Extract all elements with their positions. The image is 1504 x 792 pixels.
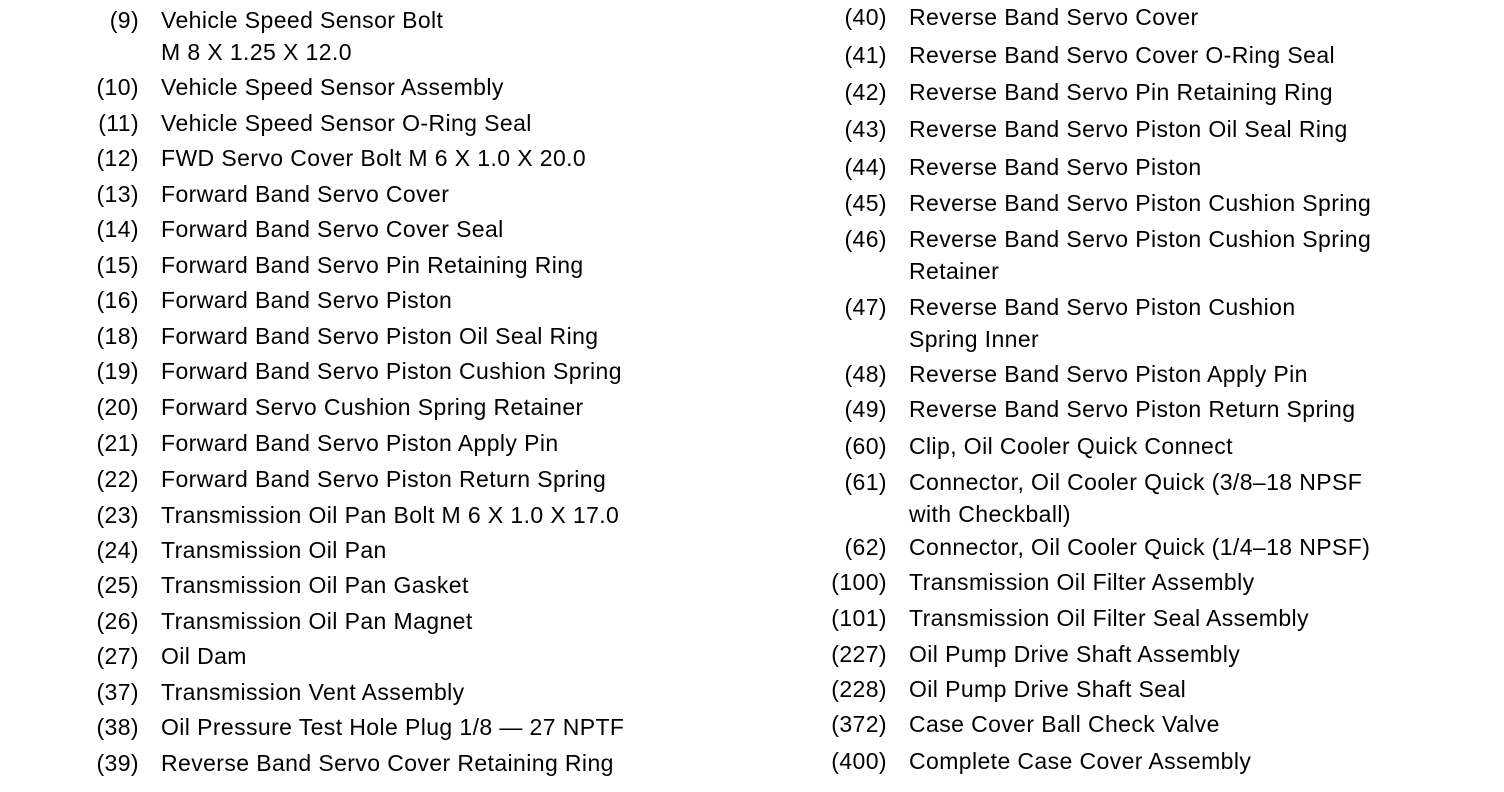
list-item xyxy=(0,142,586,174)
item-description xyxy=(161,284,452,316)
item-description xyxy=(909,531,1370,563)
list-item xyxy=(770,745,1251,777)
item-description-line: Reverse Band Servo Pin Retaining Ring xyxy=(909,79,1333,105)
item-description-line: Reverse Band Servo Piston Cushion xyxy=(909,294,1296,320)
item-number: (20) xyxy=(96,394,139,420)
item-description-line: Forward Servo Cushion Spring Retainer xyxy=(161,394,584,420)
item-description xyxy=(161,107,532,139)
list-item xyxy=(0,249,584,281)
item-number: (61) xyxy=(844,469,887,495)
list-item xyxy=(0,71,504,103)
item-description xyxy=(909,566,1255,598)
item-description xyxy=(161,605,473,637)
item-description-line: Forward Band Servo Piston xyxy=(161,287,453,313)
list-item xyxy=(770,358,1308,390)
item-description-line: M 8 X 1.25 X 12.0 xyxy=(161,39,352,65)
list-item xyxy=(770,187,1371,219)
item-description xyxy=(909,638,1240,670)
item-number: (228) xyxy=(831,676,887,702)
list-item xyxy=(770,673,1186,705)
list-item xyxy=(0,711,624,743)
item-description-line: Forward Band Servo Piston Cushion Spring xyxy=(161,358,622,384)
item-description-line: Clip, Oil Cooler Quick Connect xyxy=(909,433,1233,459)
list-item xyxy=(0,107,532,139)
item-description-line: Complete Case Cover Assembly xyxy=(909,748,1252,774)
list-item xyxy=(0,427,559,459)
item-description-line: Reverse Band Servo Cover Retaining Ring xyxy=(161,750,614,776)
list-item xyxy=(0,640,247,672)
item-description-line: Transmission Oil Pan Magnet xyxy=(161,608,473,634)
item-description-line: Oil Dam xyxy=(161,643,247,669)
list-item xyxy=(0,284,452,316)
item-description-line: Forward Band Servo Piston Oil Seal Ring xyxy=(161,323,599,349)
item-description xyxy=(161,640,247,672)
item-number: (101) xyxy=(831,605,887,631)
item-number: (45) xyxy=(844,190,887,216)
item-number: (21) xyxy=(96,430,139,456)
item-description-line: Oil Pressure Test Hole Plug 1/8 — 27 NPTF xyxy=(161,714,625,740)
item-number: (40) xyxy=(844,4,887,30)
list-item xyxy=(0,534,387,566)
item-description-line: with Checkball) xyxy=(909,501,1071,527)
list-item xyxy=(0,391,584,423)
item-description xyxy=(909,76,1333,108)
item-number: (19) xyxy=(96,358,139,384)
item-number: (12) xyxy=(96,145,139,171)
item-description-line: Transmission Oil Filter Assembly xyxy=(909,569,1255,595)
item-number: (48) xyxy=(844,361,887,387)
item-description xyxy=(909,708,1220,740)
item-description-line: Reverse Band Servo Cover xyxy=(909,4,1199,30)
item-description-line: Oil Pump Drive Shaft Assembly xyxy=(909,641,1241,667)
item-description-line: Reverse Band Servo Piston Oil Seal Ring xyxy=(909,116,1348,142)
item-number: (372) xyxy=(831,711,887,737)
item-number: (26) xyxy=(96,608,139,634)
item-description xyxy=(161,142,586,174)
list-item xyxy=(0,747,614,779)
item-description-line: Reverse Band Servo Piston Cushion Spring xyxy=(909,190,1372,216)
item-description xyxy=(161,4,443,68)
item-number: (11) xyxy=(98,110,139,136)
list-item xyxy=(0,355,622,387)
item-description-line: Forward Band Servo Pin Retaining Ring xyxy=(161,252,584,278)
item-number: (100) xyxy=(831,569,887,595)
item-number: (37) xyxy=(96,679,139,705)
item-number: (46) xyxy=(844,226,887,252)
list-item xyxy=(770,602,1309,634)
item-description xyxy=(161,249,584,281)
item-description-line: Retainer xyxy=(909,258,1000,284)
item-number: (14) xyxy=(96,216,139,242)
item-number: (23) xyxy=(96,502,139,528)
list-item xyxy=(770,531,1370,563)
item-description xyxy=(909,113,1348,145)
item-number: (38) xyxy=(96,714,139,740)
item-description-line: Transmission Oil Pan Bolt M 6 X 1.0 X 17.0 xyxy=(161,502,620,528)
list-item xyxy=(0,499,619,531)
item-description xyxy=(161,71,504,103)
list-item xyxy=(770,76,1333,108)
item-description xyxy=(161,213,504,245)
list-item xyxy=(770,466,1362,530)
item-number: (15) xyxy=(96,252,139,278)
item-description-line: Forward Band Servo Cover Seal xyxy=(161,216,504,242)
item-description xyxy=(161,569,469,601)
item-description-line: Reverse Band Servo Piston Return Spring xyxy=(909,396,1356,422)
item-number: (9) xyxy=(109,7,139,33)
item-description-line: Reverse Band Servo Piston Cushion Spring xyxy=(909,226,1372,252)
item-description xyxy=(909,430,1233,462)
item-number: (10) xyxy=(96,74,139,100)
item-description-line: Transmission Oil Pan Gasket xyxy=(161,572,469,598)
list-item xyxy=(770,708,1220,740)
item-description-line: Transmission Oil Pan xyxy=(161,537,387,563)
item-description-line: Case Cover Ball Check Valve xyxy=(909,711,1220,737)
list-item xyxy=(770,430,1233,462)
item-number: (60) xyxy=(844,433,887,459)
item-description xyxy=(161,427,559,459)
item-number: (39) xyxy=(96,750,139,776)
item-number: (41) xyxy=(844,42,887,68)
list-item xyxy=(0,569,469,601)
item-description xyxy=(909,187,1371,219)
item-description xyxy=(909,223,1371,287)
list-item xyxy=(770,638,1240,670)
item-description xyxy=(161,463,606,495)
item-description-line: Forward Band Servo Piston Return Spring xyxy=(161,466,607,492)
item-description xyxy=(909,1,1199,33)
item-description xyxy=(161,499,619,531)
list-item xyxy=(0,4,443,68)
item-description-line: Reverse Band Servo Cover O-Ring Seal xyxy=(909,42,1336,68)
list-item xyxy=(0,676,465,708)
list-item xyxy=(770,566,1255,598)
item-description xyxy=(909,151,1202,183)
item-description-line: Spring Inner xyxy=(909,326,1040,352)
item-description xyxy=(161,747,614,779)
item-description xyxy=(909,745,1251,777)
item-number: (18) xyxy=(96,323,139,349)
list-item xyxy=(770,1,1199,33)
item-number: (25) xyxy=(96,572,139,598)
list-item xyxy=(770,39,1335,71)
list-item xyxy=(770,223,1371,287)
list-item xyxy=(0,213,504,245)
item-description-line: FWD Servo Cover Bolt M 6 X 1.0 X 20.0 xyxy=(161,145,587,171)
list-item xyxy=(770,393,1355,425)
item-number: (27) xyxy=(96,643,139,669)
list-item xyxy=(770,113,1348,145)
list-item xyxy=(770,151,1202,183)
item-description-line: Forward Band Servo Piston Apply Pin xyxy=(161,430,559,456)
item-description xyxy=(161,534,387,566)
item-description xyxy=(161,355,622,387)
item-description-line: Oil Pump Drive Shaft Seal xyxy=(909,676,1187,702)
item-description xyxy=(909,602,1309,634)
item-description-line: Transmission Vent Assembly xyxy=(161,679,465,705)
item-number: (49) xyxy=(844,396,887,422)
item-description-line: Vehicle Speed Sensor Assembly xyxy=(161,74,504,100)
item-description xyxy=(909,393,1355,425)
item-description-line: Reverse Band Servo Piston xyxy=(909,154,1202,180)
list-item xyxy=(0,178,449,210)
item-description-line: Forward Band Servo Cover xyxy=(161,181,450,207)
item-number: (44) xyxy=(844,154,887,180)
item-number: (13) xyxy=(96,181,139,207)
item-description xyxy=(161,178,449,210)
item-number: (400) xyxy=(831,748,887,774)
item-number: (16) xyxy=(96,287,139,313)
item-description xyxy=(161,320,598,352)
item-description xyxy=(909,466,1362,530)
list-item xyxy=(0,605,473,637)
item-description-line: Vehicle Speed Sensor O-Ring Seal xyxy=(161,110,532,136)
item-description xyxy=(161,676,465,708)
item-description-line: Reverse Band Servo Piston Apply Pin xyxy=(909,361,1308,387)
item-description-line: Connector, Oil Cooler Quick (1/4–18 NPSF) xyxy=(909,534,1371,560)
list-item xyxy=(0,463,606,495)
item-number: (62) xyxy=(844,534,887,560)
item-description-line: Connector, Oil Cooler Quick (3/8–18 NPSF xyxy=(909,469,1363,495)
item-description xyxy=(909,358,1308,390)
item-description xyxy=(909,291,1296,355)
item-number: (22) xyxy=(96,466,139,492)
item-description xyxy=(161,391,584,423)
item-number: (24) xyxy=(96,537,139,563)
item-number: (227) xyxy=(831,641,887,667)
item-description-line: Transmission Oil Filter Seal Assembly xyxy=(909,605,1309,631)
item-description-line: Vehicle Speed Sensor Bolt xyxy=(161,7,444,33)
item-number: (47) xyxy=(844,294,887,320)
list-item xyxy=(770,291,1296,355)
list-item xyxy=(0,320,598,352)
item-number: (43) xyxy=(844,116,887,142)
item-number: (42) xyxy=(844,79,887,105)
item-description xyxy=(909,673,1186,705)
item-description xyxy=(909,39,1335,71)
item-description xyxy=(161,711,624,743)
